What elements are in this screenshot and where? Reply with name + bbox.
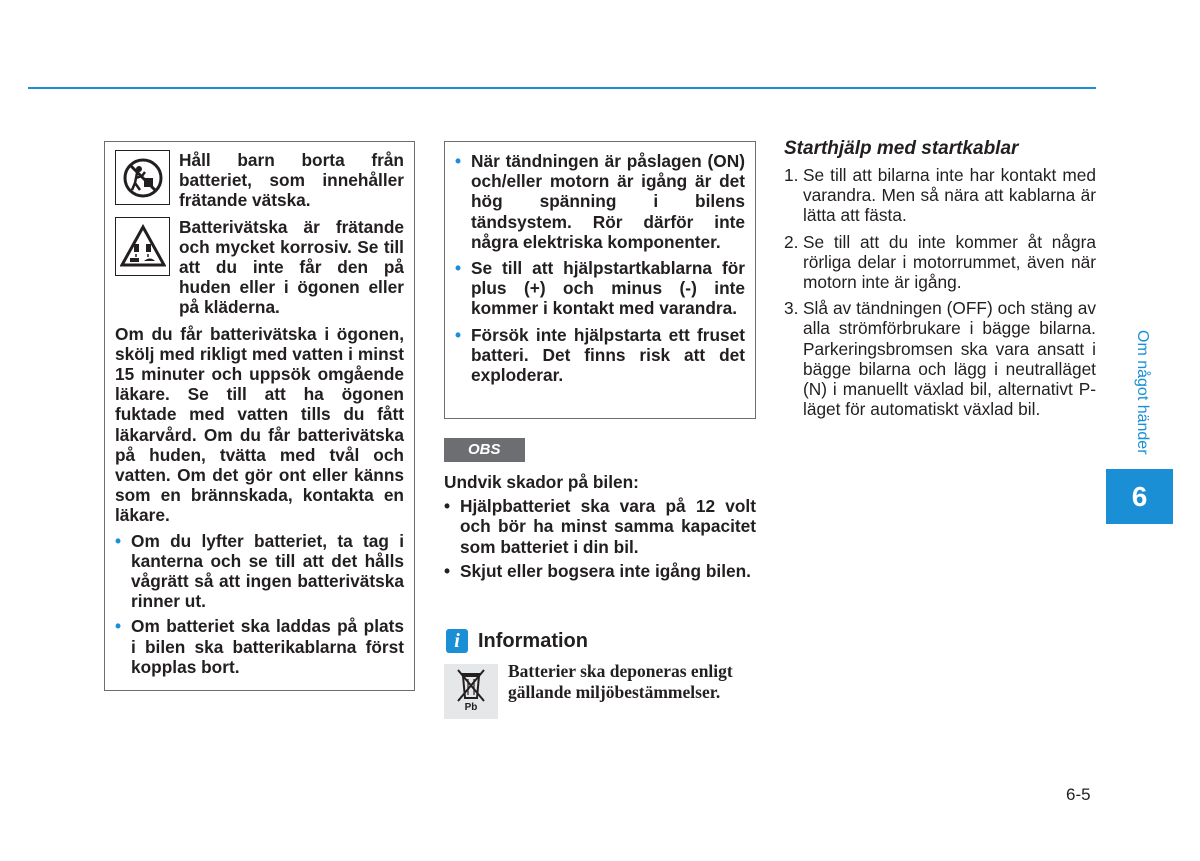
list-item: • Om du lyfter batteriet, ta tag i kanterna och se till att det hålls vågrätt så att ingen batterivätska rinner ut. (115, 530, 404, 612)
section-title: Starthjälp med startkablar (784, 138, 1019, 159)
information-heading (446, 629, 588, 653)
bullet-dot: • (455, 258, 462, 279)
bullet-dot: • (455, 151, 462, 171)
pb-label: Pb (464, 702, 478, 713)
corrosive-hazard-icon (115, 217, 170, 276)
list-item (784, 298, 1096, 419)
top-rule (28, 87, 1096, 89)
page-number: 6-5 (1066, 785, 1091, 804)
step-text: Se till att bilarna inte har kontakt med varandra. Men så nära att kablarna är lätta att fästa. (803, 165, 1096, 226)
list-item: • Skjut eller bogsera inte igång bilen. (444, 560, 751, 581)
bullet-dot: • (455, 324, 462, 345)
warning-box-battery-fluid (104, 141, 415, 691)
list-item (784, 165, 1096, 226)
bullet-dot: • (115, 616, 122, 637)
step-text: Slå av tändningen (OFF) och stäng av alla strömförbrukare i bägge bilarna. Parkeringsbromsen ska vara ansatt i bägge bilarna och lägg i neutralläget (N) i manuellt växlad bil, alternativt P-läget för automatiskt växlad bil. (803, 298, 1096, 420)
information-text: Batterier ska deponeras enligt gällande miljöbestämmelser. (508, 661, 733, 702)
list-item: • Hjälpbatteriet ska vara på 12 volt och bör ha minst samma kapacitet som batteriet i din bil. (444, 496, 756, 557)
obs-section (444, 472, 756, 581)
list-item: • När tändningen är påslagen (ON) och/eller motorn är igång är det hög spänning i bilens tändsystem. Rör därför inte några elektriska komponenter. (455, 151, 745, 252)
bullet-dot: • (444, 496, 451, 517)
information-title: Information (478, 629, 588, 652)
info-icon: i (446, 629, 468, 653)
first-aid-paragraph: Om du får batterivätska i ögonen, skölj med rikligt med vatten i minst 15 minuter och uppsök omgående läkare. Se till att ha ögonen fuktade med vatten tills du fått läkarvård. Om du får batterivätska på huden, tvätta med tvål och vatten. Om det gör ont eller känns som en brännskada, kontakta en läkare. (115, 323, 404, 526)
step-number: 1. (784, 165, 799, 185)
bullet-dot: • (115, 530, 122, 551)
list-item: • Om batteriet ska laddas på plats i bilen ska batterikablarna först kopplas bort. (115, 616, 404, 677)
chapter-number-tab: 6 (1106, 469, 1173, 524)
crossed-bin-recycling-icon (444, 664, 498, 719)
list-item: • Se till att hjälpstartkablarna för plus (+) och minus (-) inte kommer i kontakt med varandra. (455, 258, 745, 319)
list-item: • Försök inte hjälpstarta ett fruset batteri. Det finns risk att det exploderar. (455, 324, 745, 386)
warning-row-corrosive (115, 217, 404, 318)
warning-row-children (115, 150, 404, 211)
list-item (784, 232, 1096, 293)
warning-corrosive-text: Batterivätska är frätande och mycket korrosiv. Se till att du inte får den på huden eller i ögonen eller på kläderna. (179, 216, 404, 318)
warning-box-jump-start (444, 141, 756, 419)
step-text: Se till att du inte kommer åt några rörliga delar i motorrummet, även när motorn inte är igång. (803, 231, 1096, 293)
obs-label: OBS (444, 438, 525, 462)
obs-intro: Undvik skador på bilen: (444, 472, 639, 492)
bullet-dot: • (444, 560, 451, 581)
keep-children-away-icon (115, 150, 170, 205)
jump-start-steps (784, 165, 1096, 425)
chapter-side-label: Om något händer (1134, 330, 1151, 455)
step-number: 3. (784, 298, 799, 319)
warning-children-text: Håll barn borta från batteriet, som innehåller frätande vätska. (179, 150, 404, 211)
step-number: 2. (784, 231, 799, 252)
